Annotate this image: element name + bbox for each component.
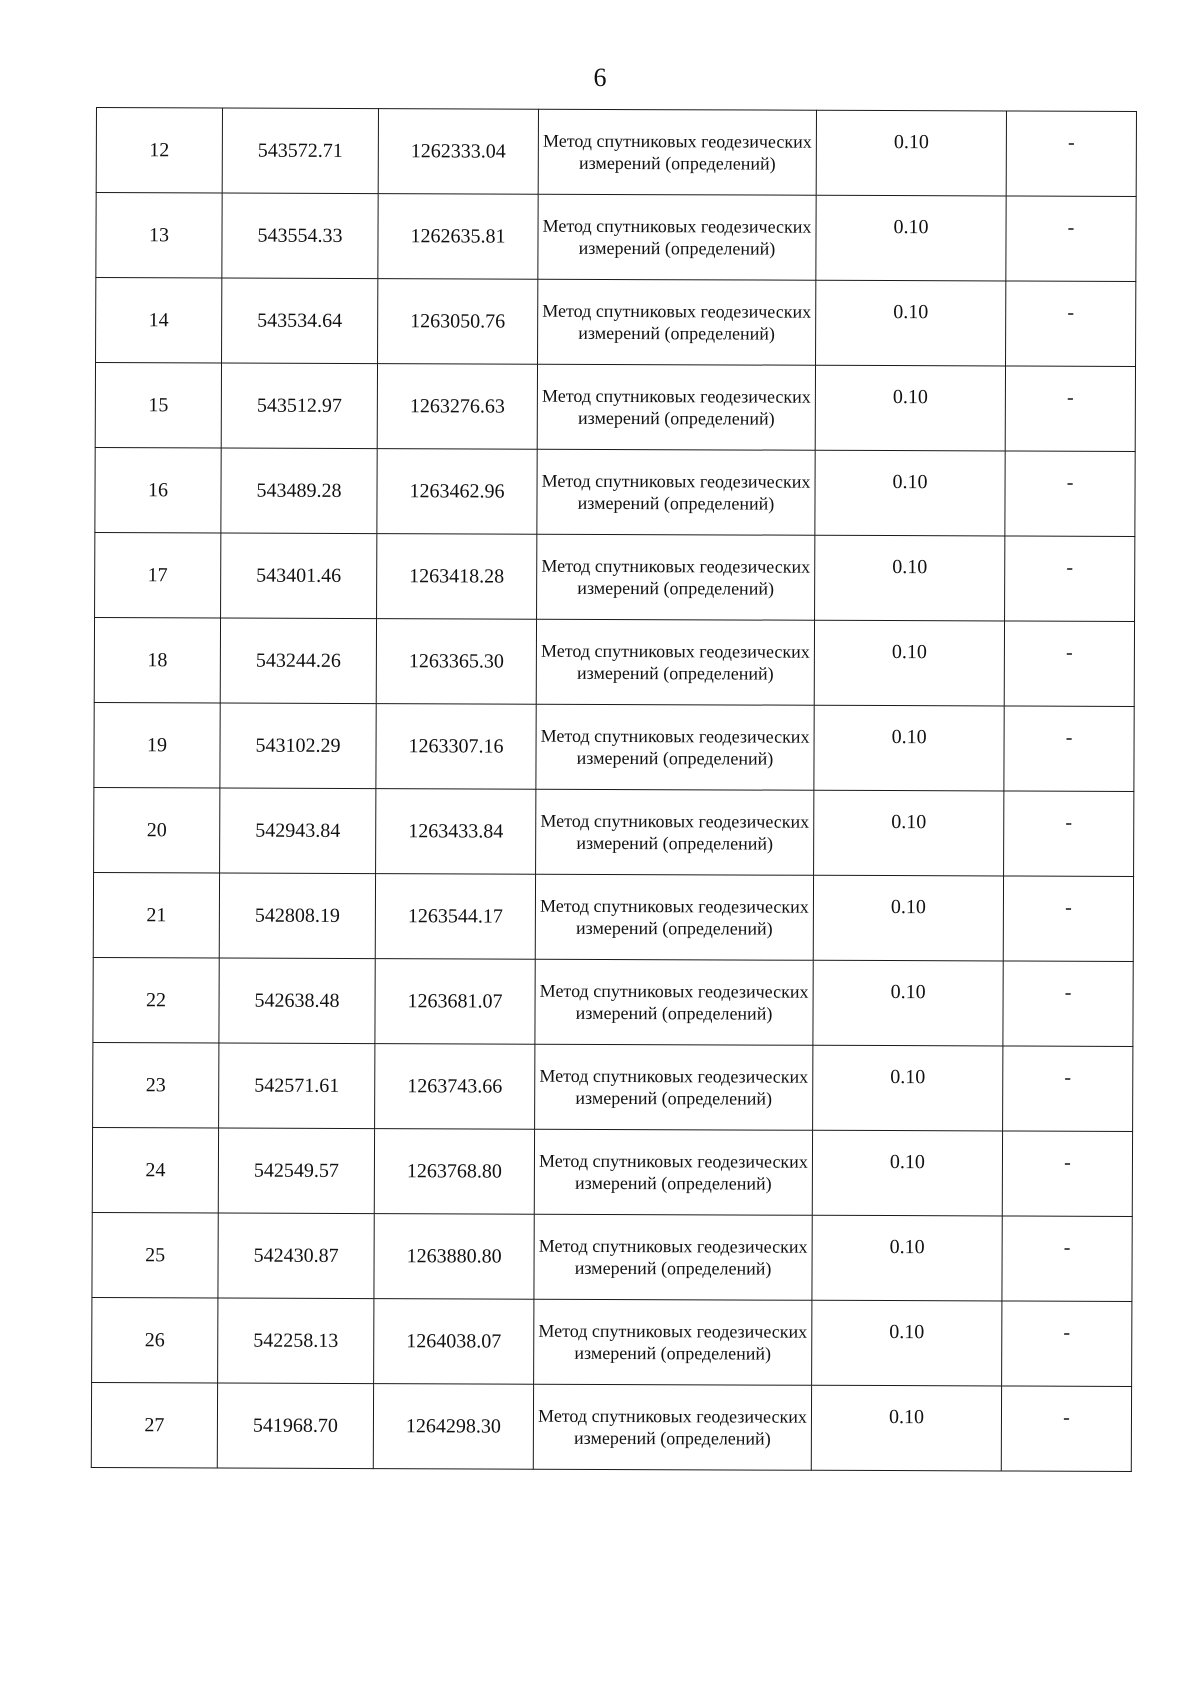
accuracy-cell: 0.10 bbox=[816, 195, 1006, 281]
note-cell: - bbox=[1004, 621, 1134, 706]
table-row bbox=[95, 532, 1135, 621]
y-coordinate-cell: 1263462.96 bbox=[377, 449, 537, 535]
y-coordinate-cell: 1263418.28 bbox=[377, 534, 537, 620]
note-cell: - bbox=[1002, 1301, 1132, 1386]
note-cell: - bbox=[1003, 1046, 1133, 1131]
accuracy-cell: 0.10 bbox=[815, 535, 1005, 621]
point-number-cell: 21 bbox=[93, 872, 219, 957]
note-cell: - bbox=[1005, 451, 1135, 536]
y-coordinate-cell: 1263880.80 bbox=[374, 1214, 534, 1300]
note-cell: - bbox=[1006, 111, 1136, 196]
x-coordinate-cell: 543572.71 bbox=[222, 108, 378, 194]
y-coordinate-cell: 1263050.76 bbox=[378, 279, 538, 365]
point-number-cell: 26 bbox=[92, 1297, 218, 1382]
point-number-cell: 17 bbox=[95, 532, 221, 617]
x-coordinate-cell: 542943.84 bbox=[220, 788, 376, 874]
method-cell: Метод спутниковых геодезических измерений (определений) bbox=[535, 959, 813, 1045]
table-row bbox=[91, 1382, 1131, 1471]
note-cell: - bbox=[1006, 281, 1136, 366]
accuracy-cell: 0.10 bbox=[813, 960, 1003, 1046]
method-cell: Метод спутниковых геодезических измерений (определений) bbox=[534, 1299, 812, 1385]
accuracy-cell: 0.10 bbox=[812, 1300, 1002, 1386]
x-coordinate-cell: 543554.33 bbox=[222, 193, 378, 279]
method-cell: Метод спутниковых геодезических измерений (определений) bbox=[537, 364, 815, 450]
point-number-cell: 15 bbox=[95, 363, 221, 448]
accuracy-cell: 0.10 bbox=[816, 110, 1006, 196]
x-coordinate-cell: 543401.46 bbox=[221, 533, 377, 619]
accuracy-cell: 0.10 bbox=[813, 875, 1003, 961]
x-coordinate-cell: 543489.28 bbox=[221, 448, 377, 534]
coordinates-table bbox=[91, 107, 1137, 1472]
x-coordinate-cell: 543512.97 bbox=[221, 363, 377, 449]
y-coordinate-cell: 1263365.30 bbox=[376, 619, 536, 705]
note-cell: - bbox=[1002, 1131, 1132, 1216]
point-number-cell: 16 bbox=[95, 447, 221, 532]
method-cell: Метод спутниковых геодезических измерений (определений) bbox=[538, 109, 816, 195]
note-cell: - bbox=[1003, 876, 1133, 961]
note-cell: - bbox=[1006, 196, 1136, 281]
y-coordinate-cell: 1263681.07 bbox=[375, 959, 535, 1045]
method-cell: Метод спутниковых геодезических измерений (определений) bbox=[536, 704, 814, 790]
method-cell: Метод спутниковых геодезических измерений (определений) bbox=[535, 874, 813, 960]
y-coordinate-cell: 1263433.84 bbox=[376, 789, 536, 875]
table-row bbox=[92, 1297, 1132, 1386]
x-coordinate-cell: 542571.61 bbox=[219, 1043, 375, 1129]
point-number-cell: 18 bbox=[94, 617, 220, 702]
y-coordinate-cell: 1263768.80 bbox=[374, 1129, 534, 1215]
note-cell: - bbox=[1004, 791, 1134, 876]
point-number-cell: 23 bbox=[93, 1042, 219, 1127]
accuracy-cell: 0.10 bbox=[812, 1130, 1002, 1216]
table-row bbox=[92, 1127, 1132, 1216]
x-coordinate-cell: 542638.48 bbox=[219, 958, 375, 1044]
method-cell: Метод спутниковых геодезических измерений (определений) bbox=[535, 1044, 813, 1130]
method-cell: Метод спутниковых геодезических измерений (определений) bbox=[534, 1214, 812, 1300]
x-coordinate-cell: 542258.13 bbox=[218, 1298, 374, 1384]
x-coordinate-cell: 542808.19 bbox=[219, 873, 375, 959]
table-row bbox=[96, 278, 1136, 367]
point-number-cell: 12 bbox=[96, 108, 222, 193]
note-cell: - bbox=[1005, 366, 1135, 451]
method-cell: Метод спутниковых геодезических измерений (определений) bbox=[538, 194, 816, 280]
y-coordinate-cell: 1263276.63 bbox=[377, 364, 537, 450]
table-row bbox=[93, 1042, 1133, 1131]
table-row bbox=[94, 787, 1134, 876]
table-row bbox=[94, 702, 1134, 791]
accuracy-cell: 0.10 bbox=[815, 365, 1005, 451]
x-coordinate-cell: 543102.29 bbox=[220, 703, 376, 789]
method-cell: Метод спутниковых геодезических измерений (определений) bbox=[538, 279, 816, 365]
page-number: 6 bbox=[593, 63, 607, 92]
point-number-cell: 22 bbox=[93, 957, 219, 1042]
coordinates-table-body bbox=[91, 108, 1136, 1472]
point-number-cell: 14 bbox=[96, 278, 222, 363]
y-coordinate-cell: 1262333.04 bbox=[378, 109, 538, 195]
point-number-cell: 27 bbox=[91, 1382, 217, 1467]
accuracy-cell: 0.10 bbox=[814, 790, 1004, 876]
method-cell: Метод спутниковых геодезических измерений (определений) bbox=[533, 1384, 811, 1470]
point-number-cell: 25 bbox=[92, 1212, 218, 1297]
accuracy-cell: 0.10 bbox=[812, 1215, 1002, 1301]
note-cell: - bbox=[1001, 1386, 1131, 1471]
x-coordinate-cell: 541968.70 bbox=[217, 1383, 373, 1469]
x-coordinate-cell: 542430.87 bbox=[218, 1213, 374, 1299]
method-cell: Метод спутниковых геодезических измерений (определений) bbox=[537, 534, 815, 620]
table-row bbox=[92, 1212, 1132, 1301]
table-row bbox=[94, 617, 1134, 706]
method-cell: Метод спутниковых геодезических измерений (определений) bbox=[536, 619, 814, 705]
table-row bbox=[95, 447, 1135, 536]
accuracy-cell: 0.10 bbox=[814, 705, 1004, 791]
table-row bbox=[93, 872, 1133, 961]
accuracy-cell: 0.10 bbox=[811, 1385, 1001, 1471]
method-cell: Метод спутниковых геодезических измерений (определений) bbox=[537, 449, 815, 535]
point-number-cell: 13 bbox=[96, 193, 222, 278]
table-row bbox=[95, 363, 1135, 452]
point-number-cell: 19 bbox=[94, 702, 220, 787]
x-coordinate-cell: 543244.26 bbox=[220, 618, 376, 704]
note-cell: - bbox=[1004, 706, 1134, 791]
method-cell: Метод спутниковых геодезических измерений (определений) bbox=[534, 1129, 812, 1215]
table-row bbox=[93, 957, 1133, 1046]
note-cell: - bbox=[1005, 536, 1135, 621]
note-cell: - bbox=[1003, 961, 1133, 1046]
y-coordinate-cell: 1264298.30 bbox=[373, 1384, 533, 1470]
y-coordinate-cell: 1263544.17 bbox=[375, 874, 535, 960]
note-cell: - bbox=[1002, 1216, 1132, 1301]
method-cell: Метод спутниковых геодезических измерений (определений) bbox=[536, 789, 814, 875]
point-number-cell: 24 bbox=[92, 1127, 218, 1212]
table-row bbox=[96, 108, 1136, 197]
point-number-cell: 20 bbox=[94, 787, 220, 872]
table-row bbox=[96, 193, 1136, 282]
x-coordinate-cell: 542549.57 bbox=[218, 1128, 374, 1214]
x-coordinate-cell: 543534.64 bbox=[222, 278, 378, 364]
y-coordinate-cell: 1264038.07 bbox=[374, 1299, 534, 1385]
y-coordinate-cell: 1262635.81 bbox=[378, 194, 538, 280]
accuracy-cell: 0.10 bbox=[813, 1045, 1003, 1131]
accuracy-cell: 0.10 bbox=[815, 450, 1005, 536]
y-coordinate-cell: 1263307.16 bbox=[376, 704, 536, 790]
accuracy-cell: 0.10 bbox=[814, 620, 1004, 706]
y-coordinate-cell: 1263743.66 bbox=[375, 1044, 535, 1130]
accuracy-cell: 0.10 bbox=[816, 280, 1006, 366]
